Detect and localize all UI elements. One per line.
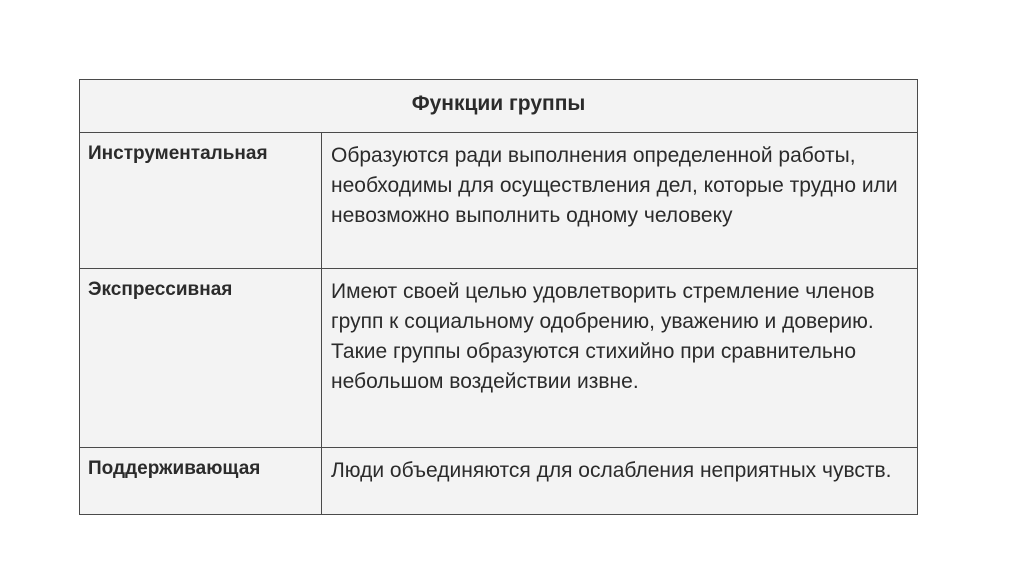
table-row: [80, 133, 918, 269]
table-row: [80, 269, 918, 448]
function-description: Образуются ради выполнения определенной работы, необходимы для осуществления дел, которые трудно или невозможно выполнить одному человеку: [322, 133, 918, 269]
group-functions-table: [79, 79, 918, 515]
function-description: Имеют своей целью удовлетворить стремление членов групп к социальному одобрению, уважению и доверию. Такие группы образуются стихийно при сравнительно небольшом воздействии извне.: [322, 269, 918, 448]
table-title: Функции группы: [80, 80, 918, 133]
function-name: Поддерживающая: [80, 448, 322, 515]
function-name: Экспрессивная: [80, 269, 322, 448]
function-name: Инструментальная: [80, 133, 322, 269]
table-row: [80, 448, 918, 515]
table-header-row: [80, 80, 918, 133]
function-description: Люди объединяются для ослабления неприятных чувств.: [322, 448, 918, 515]
